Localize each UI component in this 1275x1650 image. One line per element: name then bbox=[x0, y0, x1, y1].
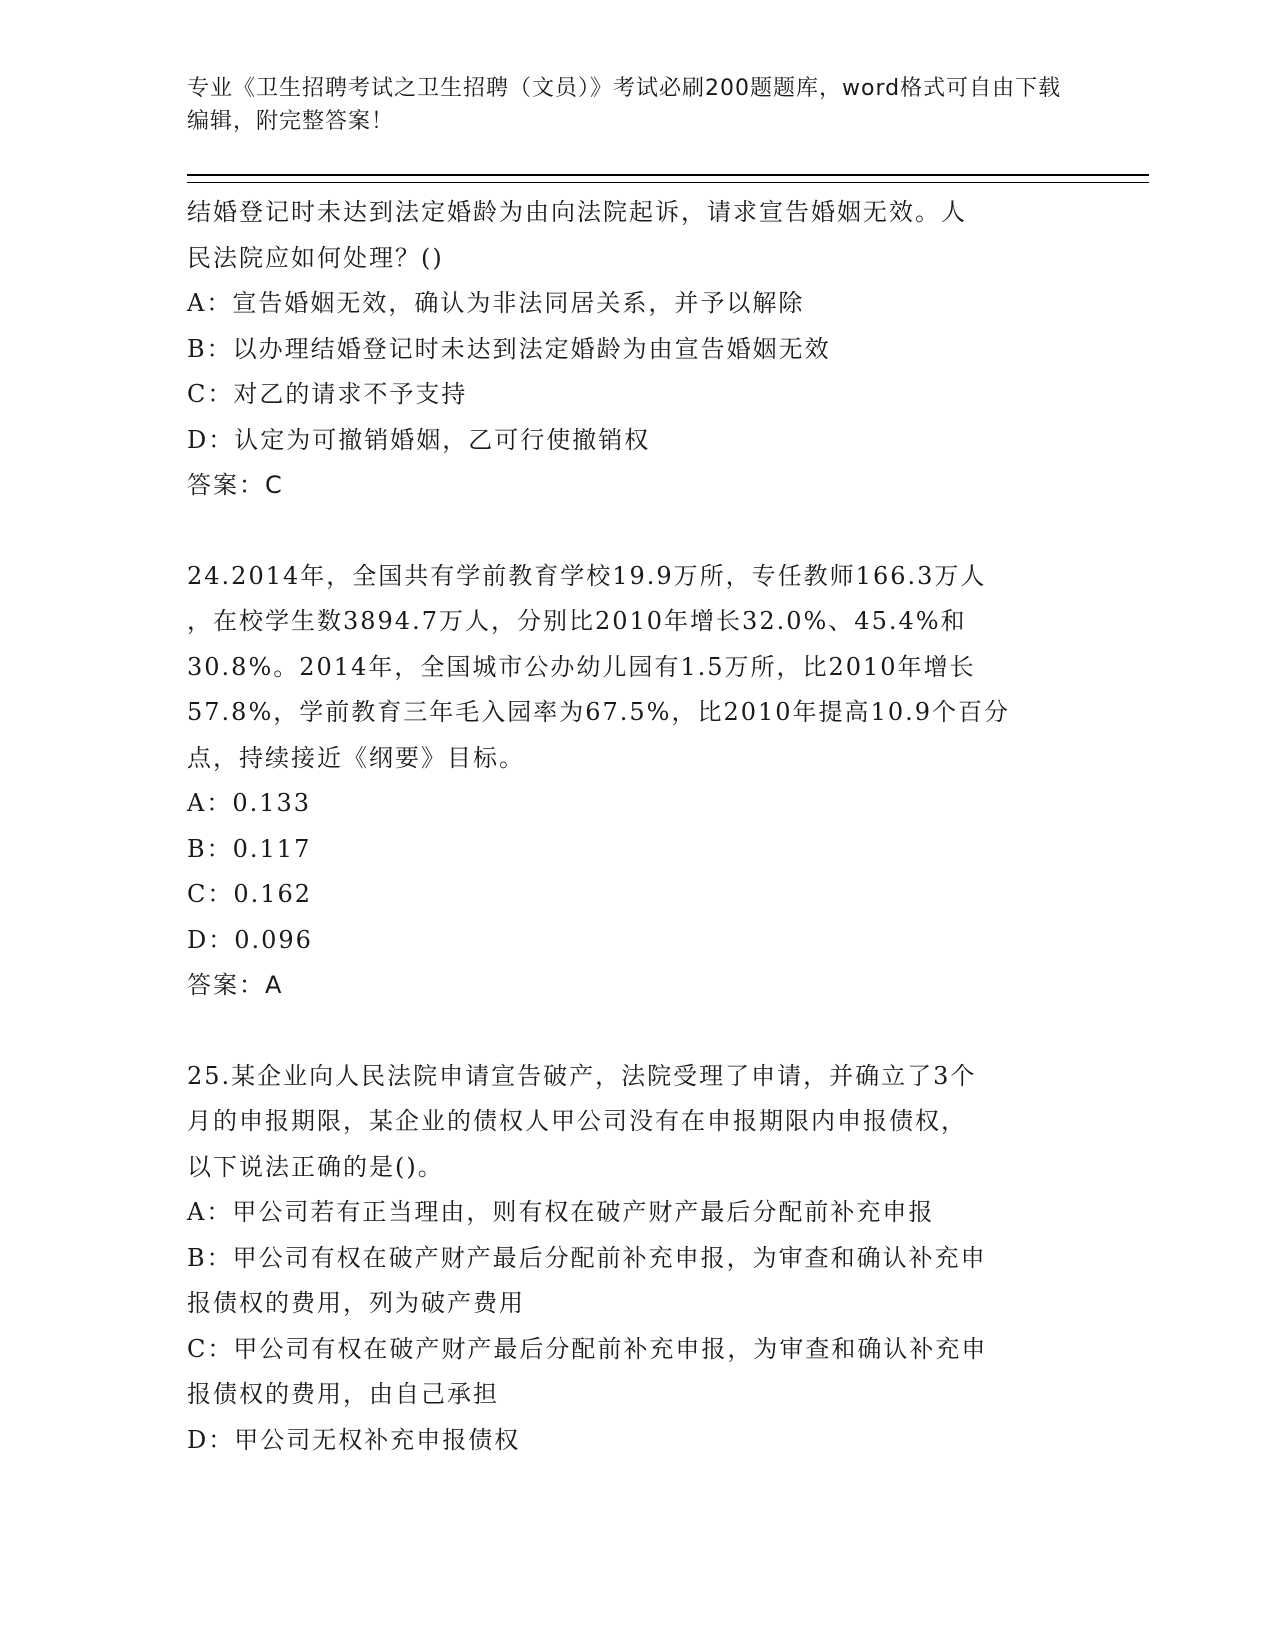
question-stem-line: 24.2014年，全国共有学前教育学校19.9万所，专任教师166.3万人 bbox=[187, 561, 987, 590]
question-24 bbox=[187, 554, 1087, 1009]
option-b: B：甲公司有权在破产财产最后分配前补充申报，为审查和确认补充申 bbox=[187, 1243, 987, 1272]
question-stem-line: 30.8%。2014年，全国城市公办幼儿园有1.5万所，比2010年增长 bbox=[187, 652, 976, 681]
option-d: D：甲公司无权补充申报债权 bbox=[187, 1425, 521, 1454]
page-header bbox=[187, 72, 1067, 138]
spacer bbox=[187, 509, 1087, 554]
question-stem-line: 25.某企业向人民法院申请宣告破产，法院受理了申请，并确立了3个 bbox=[187, 1061, 977, 1090]
option-d: D：认定为可撤销婚姻，乙可行使撤销权 bbox=[187, 425, 651, 454]
question-stem-line: 月的申报期限，某企业的债权人甲公司没有在申报期限内申报债权， bbox=[187, 1107, 967, 1135]
document-body bbox=[187, 190, 1087, 1463]
question-25 bbox=[187, 1054, 1087, 1464]
spacer bbox=[187, 1009, 1087, 1054]
option-a: A：0.133 bbox=[187, 789, 312, 817]
option-a: A：宣告婚姻无效，确认为非法同居关系，并予以解除 bbox=[187, 289, 805, 317]
question-stem-line: 以下说法正确的是()。 bbox=[187, 1152, 444, 1181]
header-rule-thin bbox=[187, 182, 1149, 183]
question-stem-line: 57.8%，学前教育三年毛入园率为67.5%，比2010年提高10.9个百分 bbox=[187, 698, 1010, 726]
header-title: 专业《卫生招聘考试之卫生招聘（文员）》考试必刷200题题库，word格式可自由下载编辑，附完整答案！ bbox=[187, 76, 1062, 134]
answer-line: 答案：C bbox=[187, 471, 284, 499]
option-b: B：0.117 bbox=[187, 834, 312, 863]
question-stem-line: ，在校学生数3894.7万人，分别比2010年增长32.0%、45.4%和 bbox=[187, 607, 967, 635]
option-c-continued: 报债权的费用，由自己承担 bbox=[187, 1380, 499, 1408]
option-c: C：对乙的请求不予支持 bbox=[187, 380, 468, 408]
answer-line: 答案：A bbox=[187, 971, 284, 999]
question-stem-line: 点，持续接近《纲要》目标。 bbox=[187, 743, 525, 772]
option-d: D：0.096 bbox=[187, 925, 313, 954]
option-b: B：以办理结婚登记时未达到法定婚龄为由宣告婚姻无效 bbox=[187, 334, 831, 363]
question-stem-line: 民法院应如何处理？() bbox=[187, 243, 444, 272]
question-23 bbox=[187, 190, 1087, 509]
option-c: C：甲公司有权在破产财产最后分配前补充申报，为审查和确认补充申 bbox=[187, 1334, 988, 1363]
option-c: C：0.162 bbox=[187, 880, 313, 908]
option-a: A：甲公司若有正当理由，则有权在破产财产最后分配前补充申报 bbox=[187, 1198, 935, 1226]
question-stem-line: 结婚登记时未达到法定婚龄为由向法院起诉，请求宣告婚姻无效。人 bbox=[187, 198, 967, 226]
option-b-continued: 报债权的费用，列为破产费用 bbox=[187, 1289, 525, 1317]
header-rule-thick bbox=[187, 174, 1149, 176]
